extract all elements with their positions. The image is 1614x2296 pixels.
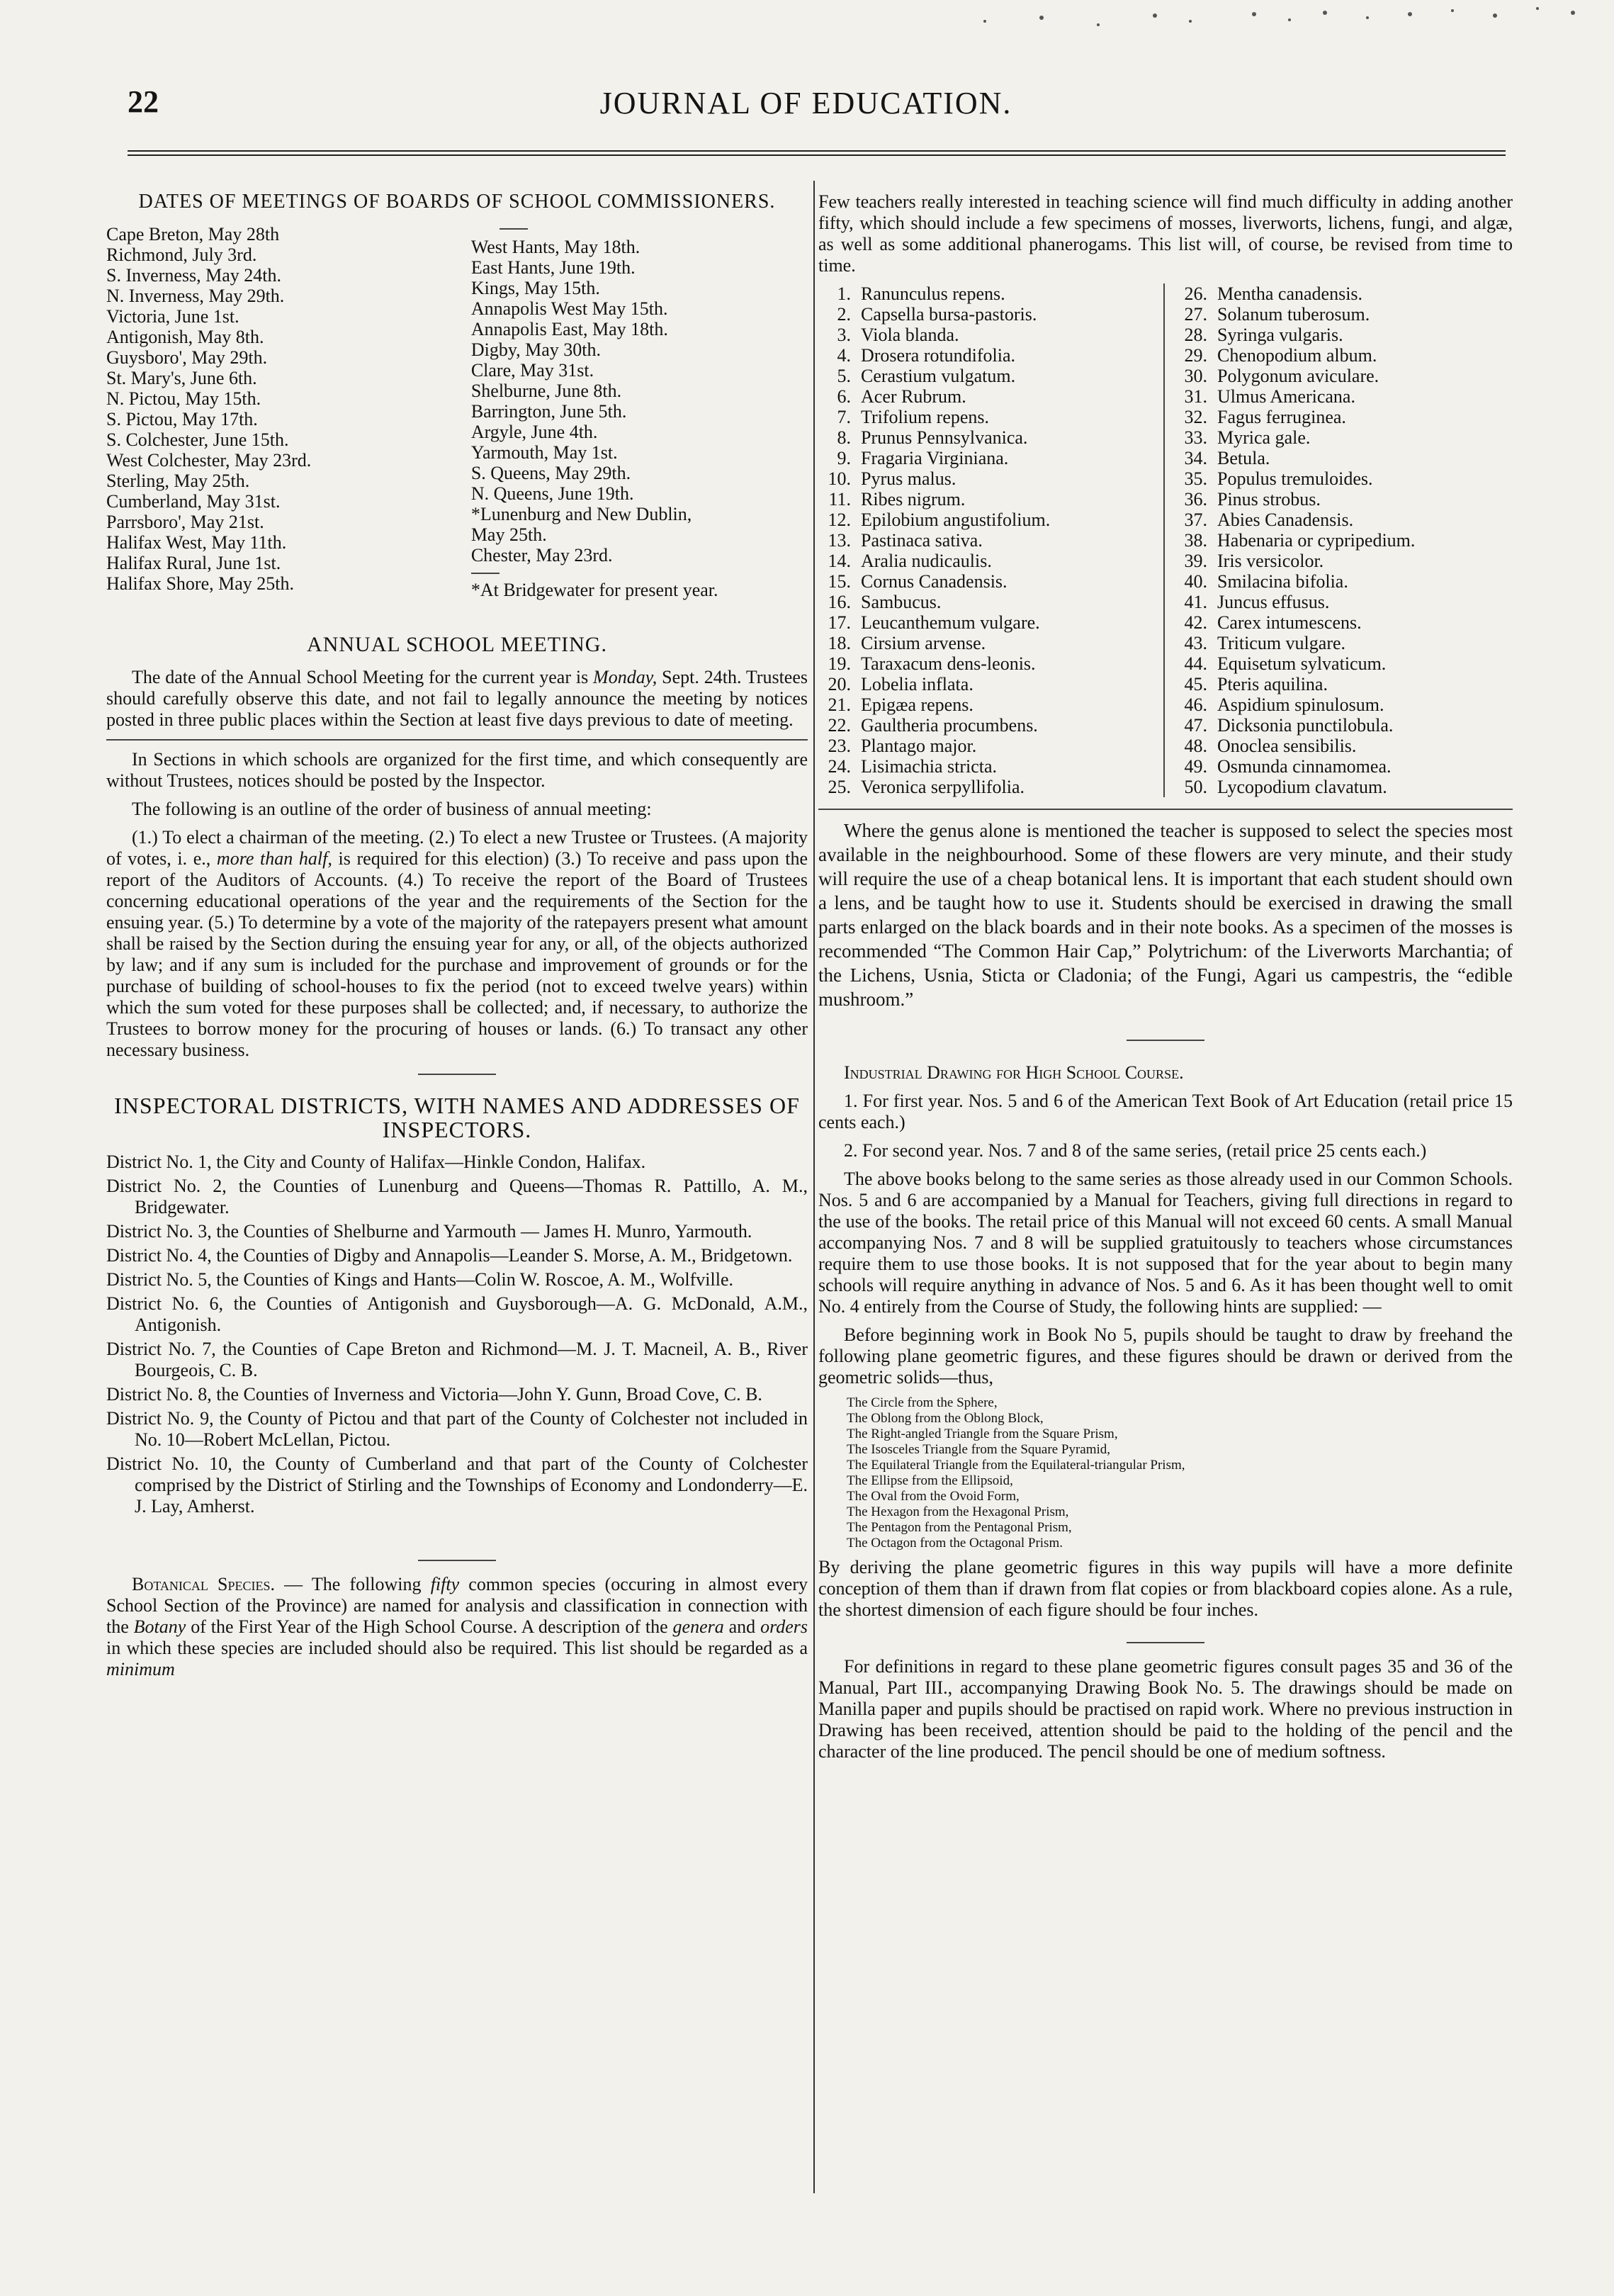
species-name: Ulmus Americana. [1217, 386, 1355, 407]
species-row [818, 325, 1156, 345]
dates-entry: Antigonish, May 8th. [106, 327, 264, 347]
species-number: 1. [837, 283, 851, 304]
species-name: Iris versicolor. [1217, 551, 1324, 571]
species-row [818, 510, 1156, 530]
dates-entry: Parrsboro', May 21st. [106, 512, 264, 532]
species-row [1175, 571, 1513, 592]
figures-list [818, 1395, 1513, 1551]
botanical-text-c: of the First Year of the High School Course. A description of the [186, 1616, 673, 1637]
species-row [818, 633, 1156, 653]
industrial-p4: Before beginning work in Book No 5, pupils should be taught to draw by freehand the following plane geometric figures, and these figures should be drawn or derived from the geometric solids—thus, [818, 1324, 1513, 1388]
species-row [818, 571, 1156, 592]
species-name: Sambucus. [861, 592, 942, 612]
species-name: Cornus Canadensis. [861, 571, 1008, 592]
species-name: Aralia nudicaulis. [861, 551, 992, 571]
annual-p4-em: more than half, [216, 848, 332, 869]
industrial-p5: By deriving the plane geometric figures in this way pupils will have a more definite conception of them than if drawn from flat copies or from blackboard copies alone. As a rule, the shortest dimension of each figure should be four inches. [818, 1557, 1513, 1620]
species-column-right [1165, 283, 1513, 797]
species-number: 46. [1184, 694, 1207, 715]
species-row [1175, 592, 1513, 612]
industrial-p2: 2. For second year. Nos. 7 and 8 of the same series, (retail price 25 cents each.) [844, 1140, 1427, 1161]
dates-entry: Victoria, June 1st. [106, 306, 239, 327]
species-row [818, 386, 1156, 407]
running-head: JOURNAL OF EDUCATION. [599, 86, 1012, 120]
species-row [1175, 386, 1513, 407]
species-row [818, 530, 1156, 551]
species-name: Equisetum sylvaticum. [1217, 653, 1387, 674]
dates-entry: N. Pictou, May 15th. [106, 388, 261, 409]
species-row [818, 756, 1156, 777]
district-entry: District No. 8, the Counties of Inverness and Victoria—John Y. Gunn, Broad Cove, C. B. [106, 1384, 762, 1405]
annual-title: ANNUAL SCHOOL MEETING. [307, 633, 607, 656]
section-dash-right [1127, 1040, 1204, 1041]
species-row [818, 551, 1156, 571]
species-number: 13. [828, 530, 851, 551]
districts-list [106, 1152, 808, 1517]
section-dash [418, 1074, 496, 1075]
species-number: 16. [828, 592, 851, 612]
species-name: Veronica serpyllifolia. [861, 777, 1025, 797]
species-row [1175, 468, 1513, 489]
species-name: Ribes nigrum. [861, 489, 966, 510]
figure-entry: The Oblong from the Oblong Block, [847, 1411, 1044, 1426]
species-name: Trifolium repens. [861, 407, 990, 427]
species-name: Plantago major. [861, 736, 977, 756]
species-name: Fragaria Virginiana. [861, 448, 1009, 468]
species-number: 37. [1184, 510, 1207, 530]
section-dash-2 [418, 1560, 496, 1561]
species-number: 50. [1184, 777, 1207, 797]
species-row [1175, 448, 1513, 468]
species-number: 27. [1184, 304, 1207, 325]
botanical-em-orders: orders [760, 1616, 808, 1637]
species-number: 30. [1184, 366, 1207, 386]
left-column [106, 170, 808, 1687]
page-header [106, 84, 1506, 133]
district-entry: District No. 3, the Counties of Shelburne and Yarmouth — James H. Munro, Yarmouth. [106, 1221, 752, 1242]
species-name: Fagus ferruginea. [1217, 407, 1346, 427]
species-row [1175, 283, 1513, 304]
district-entry: District No. 9, the County of Pictou and that part of the County of Colchester not included in No. 10—Robert McLellan, Pictou. [106, 1408, 808, 1450]
district-entry: District No. 6, the Counties of Antigonish and Guysborough—A. G. McDonald, A.M., Antigonish. [106, 1293, 808, 1335]
dates-entry: Cumberland, May 31st. [106, 491, 281, 512]
species-row [1175, 633, 1513, 653]
dates-entry: Annapolis East, May 18th. [470, 319, 668, 339]
species-number: 38. [1184, 530, 1207, 551]
species-column-left [818, 283, 1165, 797]
species-row [818, 777, 1156, 797]
species-row [1175, 427, 1513, 448]
species-name: Viola blanda. [861, 325, 959, 345]
industrial-p6: For definitions in regard to these plane geometric figures consult pages 35 and 36 of the Manual, Part III., accompanying Drawing Book No. 5. The drawings should be made on Manilla paper and pupils should be practised on rapid work. Where no previous instruction in Drawing has been received, attention should be paid to the holding of the pencil and the character of the line produced. The pencil should be one of medium softness. [818, 1656, 1513, 1762]
botanical-text-b: common species (occuring in almost every School Section of the Province) are named for analysis and classification in connection with the [106, 1574, 808, 1637]
dates-entry: May 25th. [470, 524, 547, 545]
dates-entry: St. Mary's, June 6th. [106, 368, 257, 388]
species-name: Chenopodium album. [1217, 345, 1377, 366]
species-row [818, 345, 1156, 366]
ink-speckle-decoration [956, 0, 1594, 43]
column-divider [813, 181, 815, 2193]
species-name: Lycopodium clavatum. [1217, 777, 1387, 797]
species-row [1175, 345, 1513, 366]
annual-p1-date: Monday, [593, 667, 658, 687]
species-name: Gaultheria procumbens. [861, 715, 1038, 736]
botanical-heading: Botanical Species. [132, 1574, 276, 1594]
species-row [1175, 366, 1513, 386]
dates-entry: Argyle, June 4th. [470, 422, 598, 442]
inspectoral-title: INSPECTORAL DISTRICTS, WITH NAMES AND ADDRESSES OF INSPECTORS. [114, 1093, 800, 1142]
botanical-text-a: — The following [275, 1574, 431, 1594]
dates-entry: S. Inverness, May 24th. [106, 265, 281, 286]
species-row [818, 674, 1156, 694]
species-name: Drosera rotundifolia. [861, 345, 1016, 366]
district-entry: District No. 5, the Counties of Kings and Hants—Colin W. Roscoe, A. M., Wolfville. [106, 1269, 734, 1290]
species-number: 26. [1184, 283, 1207, 304]
right-column [818, 191, 1513, 1769]
species-number: 12. [828, 510, 851, 530]
species-name: Solanum tuberosum. [1217, 304, 1370, 325]
dates-title: DATES OF MEETINGS OF BOARDS OF SCHOOL COMMISSIONERS. [138, 191, 776, 213]
species-number: 22. [828, 715, 851, 736]
species-name: Triticum vulgare. [1217, 633, 1346, 653]
species-number: 4. [837, 345, 851, 366]
figure-entry: The Octagon from the Octagonal Prism. [847, 1536, 1063, 1551]
species-number: 48. [1184, 736, 1207, 756]
species-row [1175, 530, 1513, 551]
botanical-paragraph [106, 1574, 808, 1680]
species-number: 25. [828, 777, 851, 797]
species-number: 20. [828, 674, 851, 694]
species-row [1175, 777, 1513, 797]
species-number: 17. [828, 612, 851, 633]
species-row [1175, 510, 1513, 530]
species-name: Myrica gale. [1217, 427, 1311, 448]
species-name: Pastinaca sativa. [861, 530, 983, 551]
figure-entry: The Right-angled Triangle from the Square Prism, [847, 1426, 1118, 1441]
species-name: Habenaria or cypripedium. [1217, 530, 1416, 551]
dates-entry: Clare, May 31st. [470, 360, 594, 381]
species-number: 31. [1184, 386, 1207, 407]
species-number: 36. [1184, 489, 1207, 510]
species-number: 10. [828, 468, 851, 489]
species-row [1175, 694, 1513, 715]
species-number: 11. [828, 489, 851, 510]
species-row [818, 694, 1156, 715]
species-number: 49. [1184, 756, 1207, 777]
species-row [818, 283, 1156, 304]
species-row [1175, 653, 1513, 674]
figure-entry: The Circle from the Sphere, [847, 1395, 998, 1410]
dates-entry: Halifax Shore, May 25th. [106, 573, 295, 594]
dates-entry: Barrington, June 5th. [470, 401, 627, 422]
species-row [818, 427, 1156, 448]
dates-list [106, 224, 808, 600]
species-name: Prunus Pennsylvanica. [861, 427, 1028, 448]
species-number: 47. [1184, 715, 1207, 736]
species-table [818, 283, 1513, 797]
annual-paragraph-2: In Sections in which schools are organized for the first time, and which consequently are without Trustees, notices should be posted by the Inspector. [106, 749, 808, 791]
species-number: 23. [828, 736, 851, 756]
genus-paragraph: Where the genus alone is mentioned the teacher is supposed to select the species most available in the neighbourhood. Some of these flowers are very minute, and their study will require the use of a cheap botanical lens. It is important that each student should own a lens, and be taught how to use it. Students should be exercised in drawing the small parts enlarged on the black boards and in their note books. As a specimen of the mosses is recommended “The Common Hair Cap,” Polytrichum: of the Liverworts Marchantia; of the Lichens, Usnia, Sticta or Cladonia; of the Fungi, Agari us campestris, the “edible mushroom.” [818, 820, 1513, 1010]
figure-entry: The Hexagon from the Hexagonal Prism, [847, 1504, 1069, 1519]
species-row [818, 366, 1156, 386]
species-number: 40. [1184, 571, 1207, 592]
species-row [818, 612, 1156, 633]
species-name: Epilobium angustifolium. [861, 510, 1051, 530]
annual-p1-post: Sept. 24th. Trustees should carefully observe this date, and not fail to legally announce the meeting by notices posted in three public places within the Section at least five days previous to date of meeting. [106, 667, 808, 730]
species-name: Pyrus malus. [861, 468, 956, 489]
dates-entry: Kings, May 15th. [470, 278, 600, 298]
species-name: Pteris aquilina. [1217, 674, 1328, 694]
dates-entry: Yarmouth, May 1st. [470, 442, 618, 463]
species-row [818, 407, 1156, 427]
species-number: 35. [1184, 468, 1207, 489]
species-number: 6. [837, 386, 851, 407]
species-row [1175, 612, 1513, 633]
botanical-continuation: Few teachers really interested in teaching science will find much difficulty in adding another fifty, which should include a few specimens of mosses, liverworts, lichens, fungi, and algæ, as well as some additional phanerogams. This list will, of course, be revised from time to time. [818, 191, 1513, 276]
figure-entry: The Isosceles Triangle from the Square Pyramid, [847, 1442, 1111, 1457]
dates-entry: N. Inverness, May 29th. [106, 286, 285, 306]
species-name: Syringa vulgaris. [1217, 325, 1343, 345]
species-row [818, 448, 1156, 468]
dates-entry: S. Colchester, June 15th. [106, 429, 289, 450]
species-name: Abies Canadensis. [1217, 510, 1354, 530]
species-row [818, 715, 1156, 736]
species-number: 18. [828, 633, 851, 653]
figure-entry: The Equilateral Triangle from the Equilateral-triangular Prism, [847, 1458, 1185, 1473]
botanical-em-fifty: fifty [430, 1574, 460, 1594]
annual-paragraph-4 [106, 827, 808, 1061]
dates-right-list [471, 237, 808, 565]
species-row [1175, 304, 1513, 325]
dates-entry: S. Queens, May 29th. [470, 463, 631, 483]
dates-entry: Digby, May 30th. [470, 339, 602, 360]
annual-p4-a: (1.) To elect a chairman of the meeting. (2.) To elect a new Trustee or Trustees. (A majority of votes, i. e., [106, 827, 808, 869]
species-name: Cirsium arvense. [861, 633, 986, 653]
species-name: Taraxacum dens-leonis. [861, 653, 1036, 674]
dates-entry: Cape Breton, May 28th [106, 224, 280, 244]
section-dash-right-2 [1127, 1642, 1204, 1643]
species-name: Carex intumescens. [1217, 612, 1362, 633]
botanical-em-minimum: minimum [106, 1659, 175, 1679]
species-row [818, 304, 1156, 325]
botanical-text-e: in which these species are included should also be required. This list should be regarded as a [106, 1638, 808, 1658]
figure-entry: The Ellipse from the Ellipsoid, [847, 1473, 1013, 1488]
species-name: Dicksonia punctilobula. [1217, 715, 1394, 736]
species-row [1175, 756, 1513, 777]
species-number: 15. [828, 571, 851, 592]
species-row [818, 468, 1156, 489]
species-number: 14. [828, 551, 851, 571]
species-number: 41. [1184, 592, 1207, 612]
species-name: Mentha canadensis. [1217, 283, 1363, 304]
header-double-rule [128, 150, 1506, 156]
species-number: 7. [837, 407, 851, 427]
species-row [818, 489, 1156, 510]
district-entry: District No. 2, the Counties of Lunenburg and Queens—Thomas R. Pattillo, A. M., Bridgewater. [106, 1176, 808, 1217]
species-name: Ranunculus repens. [861, 283, 1005, 304]
species-name: Acer Rubrum. [861, 386, 966, 407]
species-number: 32. [1184, 407, 1207, 427]
species-number: 24. [828, 756, 851, 777]
industrial-p1: 1. For first year. Nos. 5 and 6 of the American Text Book of Art Education (retail price 15 cents each.) [818, 1091, 1513, 1132]
dates-entry: West Hants, May 18th. [470, 237, 640, 257]
dates-dash-2 [471, 573, 500, 574]
species-name: Lisimachia stricta. [861, 756, 998, 777]
species-number: 44. [1184, 653, 1207, 674]
species-row [1175, 489, 1513, 510]
industrial-heading: Industrial Drawing for High School Course. [844, 1062, 1184, 1083]
figure-entry: The Pentagon from the Pentagonal Prism, [847, 1520, 1072, 1535]
species-name: Leucanthemum vulgare. [861, 612, 1040, 633]
district-entry: District No. 10, the County of Cumberland and that part of the County of Colchester comprised by the District of Stirling and the Townships of Economy and Londonderry—E. J. Lay, Amherst. [106, 1453, 808, 1516]
species-row [1175, 325, 1513, 345]
dates-entry: *Lunenburg and New Dublin, [470, 504, 692, 524]
species-number: 5. [837, 366, 851, 386]
species-number: 33. [1184, 427, 1207, 448]
species-name: Capsella bursa-pastoris. [861, 304, 1037, 325]
dates-entry: Guysboro', May 29th. [106, 347, 268, 368]
species-number: 9. [837, 448, 851, 468]
species-name: Epigæa repens. [861, 694, 974, 715]
dates-entry: Shelburne, June 8th. [470, 381, 622, 401]
botanical-em-botany: Botany [133, 1616, 186, 1637]
species-name: Populus tremuloides. [1217, 468, 1373, 489]
species-row [818, 736, 1156, 756]
annual-paragraph-3: The following is an outline of the order of business of annual meeting: [132, 799, 652, 819]
annual-p1-pre: The date of the Annual School Meeting for the current year is [132, 667, 594, 687]
species-row [1175, 674, 1513, 694]
district-entry: District No. 7, the Counties of Cape Breton and Richmond—M. J. T. Macneil, A. B., River Bourgeois, C. B. [106, 1339, 808, 1380]
dates-left-column [106, 224, 443, 600]
species-row [1175, 736, 1513, 756]
species-row [818, 592, 1156, 612]
species-row [1175, 407, 1513, 427]
industrial-p3: The above books belong to the same series as those already used in our Common Schools. Nos. 5 and 6 are accompanied by a Manual for Teachers, giving full directions in regard to the use of the books. The retail price of this Manual will not exceed 60 cents. A small Manual accompanying Nos. 7 and 8 will be supplied gratuitously to teachers whose circumstances require them to use those books. It is not supposed that for the year about to begin many schools will require anything in advance of Nos. 5 and 6. As it has been thought well to omit No. 4 entirely from the Course of Study, the following hints are supplied: — [818, 1169, 1513, 1317]
divider-rule-right [818, 809, 1513, 810]
species-number: 39. [1184, 551, 1207, 571]
species-number: 42. [1184, 612, 1207, 633]
dates-entry: Halifax West, May 11th. [106, 532, 287, 553]
species-name: Onoclea sensibilis. [1217, 736, 1357, 756]
dates-entry: Sterling, May 25th. [106, 471, 250, 491]
dates-entry: East Hants, June 19th. [470, 257, 636, 278]
species-row [818, 653, 1156, 674]
annual-p4-b: is required for this election) (3.) To receive and pass upon the report of the Auditors of Accounts. (4.) To receive the report of the Board of Trustees concerning educational operations of the year and the requirements of the Section for the ensuing year. (5.) To determine by a vote of the majority of the ratepayers present what amount shall be raised by the Section during the ensuing year for any, or all, of the objects authorized by law; and if any sum is included for the purchase and improvement of grounds or for the purchase of building of school-houses to fix the period (not to exceed twelve years) within which the sum voted for these purposes shall be collected; and, if necessary, to authorize the Trustees to borrow money for the procuring of houses or lands. (6.) To transact any other necessary business. [106, 848, 808, 1060]
species-number: 34. [1184, 448, 1207, 468]
dates-right-column [471, 224, 808, 600]
species-number: 8. [837, 427, 851, 448]
species-number: 21. [828, 694, 851, 715]
dates-dash [500, 228, 528, 230]
dates-entry: Annapolis West May 15th. [470, 298, 668, 319]
botanical-em-genera: genera [672, 1616, 724, 1637]
species-name: Osmunda cinnamomea. [1217, 756, 1392, 777]
species-name: Betula. [1217, 448, 1270, 468]
botanical-text-d: and [723, 1616, 761, 1637]
species-row [1175, 551, 1513, 571]
species-name: Polygonum aviculare. [1217, 366, 1379, 386]
species-name: Cerastium vulgatum. [861, 366, 1016, 386]
dates-entry: Richmond, July 3rd. [106, 244, 257, 265]
dates-entry: Chester, May 23rd. [470, 545, 613, 565]
figure-entry: The Oval from the Ovoid Form, [847, 1489, 1020, 1504]
species-name: Aspidium spinulosum. [1217, 694, 1384, 715]
species-number: 2. [837, 304, 851, 325]
species-name: Lobelia inflata. [861, 674, 974, 694]
species-number: 28. [1184, 325, 1207, 345]
page-number: 22 [128, 84, 159, 119]
district-entry: District No. 4, the Counties of Digby and Annapolis—Leander S. Morse, A. M., Bridgetown. [106, 1245, 793, 1266]
species-number: 29. [1184, 345, 1207, 366]
species-name: Smilacina bifolia. [1217, 571, 1348, 592]
species-number: 45. [1184, 674, 1207, 694]
species-name: Pinus strobus. [1217, 489, 1321, 510]
dates-entry: Halifax Rural, June 1st. [106, 553, 281, 573]
species-number: 3. [837, 325, 851, 345]
divider-rule [106, 739, 808, 741]
dates-entry: S. Pictou, May 17th. [106, 409, 258, 429]
species-number: 19. [828, 653, 851, 674]
dates-entry: West Colchester, May 23rd. [106, 450, 312, 471]
dates-entry: N. Queens, June 19th. [470, 483, 634, 504]
species-name: Juncus effusus. [1217, 592, 1330, 612]
species-number: 43. [1184, 633, 1207, 653]
district-entry: District No. 1, the City and County of Halifax—Hinkle Condon, Halifax. [106, 1152, 646, 1172]
annual-paragraph-1 [106, 667, 808, 731]
species-row [1175, 715, 1513, 736]
dates-footnote: *At Bridgewater for present year. [470, 580, 718, 600]
